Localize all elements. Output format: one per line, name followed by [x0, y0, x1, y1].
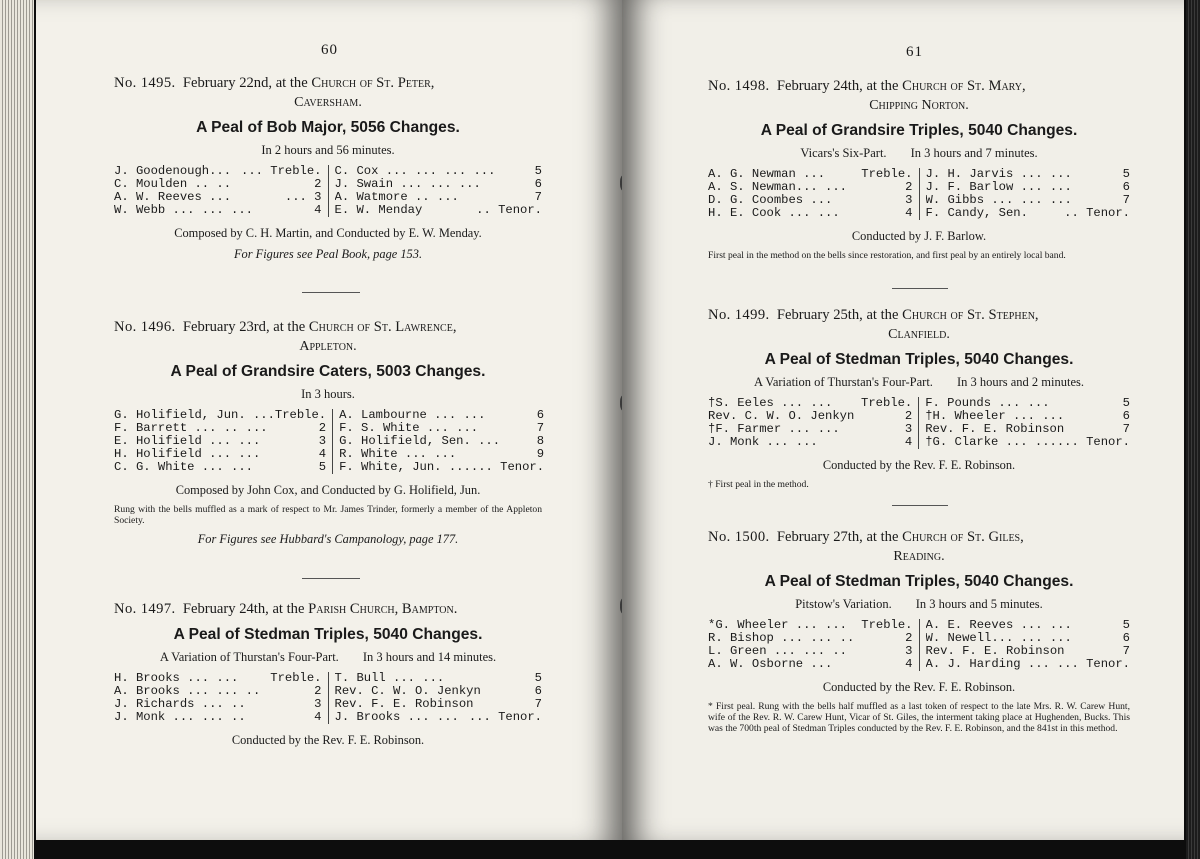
ringer-name: Rev. C. W. O. Jenkyn [334, 685, 481, 698]
ringers-column-left [708, 168, 920, 220]
ringer-bell: .. Tenor. [476, 203, 542, 217]
peal-method-note: A Variation of Thurstan's Four-Part. [753, 375, 933, 389]
peal-church: Church of St. Peter, [311, 75, 435, 91]
peal-heading [114, 318, 542, 337]
ringer-row [708, 423, 912, 436]
peal-place: Appleton. [299, 339, 357, 354]
ringer-bell: Treble. [861, 618, 913, 632]
peal-composed-conducted: Composed by John Cox, and Conducted by G. Holifield, Jun. [175, 483, 481, 497]
peal-composed-conducted: Composed by C. H. Martin, and Conducted by E. W. Menday. [174, 226, 482, 240]
ringer-bell: Treble. [861, 396, 913, 410]
ringer-bell: Treble. [274, 408, 327, 422]
ringers-list [708, 397, 1130, 449]
peal-footnote: † First peal in the method. [708, 479, 809, 490]
ringer-row [114, 698, 322, 711]
peal-entry-1496 [114, 318, 545, 547]
ringer-name: G. Holifield, Sen. ... [339, 435, 501, 448]
peal-duration: In 3 hours and 2 minutes. [956, 375, 1085, 389]
peal-place: Caversham. [294, 95, 362, 110]
ringer-name: J. Richards ... .. [114, 698, 246, 711]
ringer-row [114, 711, 322, 724]
ringer-name: J. Brooks ... ... [334, 711, 459, 724]
peal-church: Parish Church, Bampton. [308, 601, 458, 617]
ringers-list [708, 168, 1130, 220]
peal-date: February 23rd, at the [182, 319, 306, 335]
ringer-bell: 5 [534, 671, 542, 685]
ringer-bell: 3 [904, 422, 913, 436]
section-divider [892, 505, 948, 506]
ringer-name: J. Monk ... ... [708, 436, 818, 449]
ringer-bell: 7 [534, 697, 542, 711]
peal-number: No. 1498. [708, 78, 770, 94]
peal-title: A Peal of Grandsire Caters, 5003 Changes. [170, 363, 486, 380]
ringer-bell: 3 [905, 193, 913, 207]
ringer-row [708, 397, 912, 410]
peal-heading [708, 306, 1130, 325]
ringer-bell: ... Tenor. [468, 710, 542, 724]
ringer-name: †S. Eeles ... ... [708, 397, 833, 410]
peal-date: February 25th, at the [776, 307, 899, 323]
peal-duration: In 3 hours and 14 minutes. [362, 650, 497, 664]
peal-church: Church of St. Lawrence, [308, 319, 457, 335]
ringer-name: W. Gibbs ... ... ... [925, 194, 1072, 207]
ringer-bell: 4 [904, 435, 913, 449]
ringer-bell: Treble. [861, 167, 913, 181]
peal-place: Clanfield. [888, 327, 950, 342]
ringer-bell: 6 [534, 177, 542, 191]
ringer-name: E. Holifield ... ... [114, 435, 261, 448]
peal-duration: In 3 hours and 7 minutes. [910, 146, 1038, 160]
right-page [622, 0, 1184, 840]
ringer-row [335, 672, 543, 685]
peal-method-note: Pitstow's Variation. [795, 597, 892, 611]
peal-number: No. 1496. [114, 319, 176, 335]
ringer-bell: 2 [314, 177, 322, 191]
peal-duration: In 2 hours and 56 minutes. [261, 143, 395, 157]
ringer-name: R. White ... ... [339, 448, 457, 461]
ringer-row [708, 410, 912, 423]
peal-method-duration [708, 374, 1130, 390]
ringer-name: F. Candy, Sen. [925, 207, 1028, 220]
ringer-row [114, 448, 326, 461]
ringers-column-right [920, 619, 1131, 671]
peal-footnote: First peal in the method on the bells since restoration, and first peal by an entirely local band. [708, 250, 1066, 261]
ringer-row [708, 207, 913, 220]
ringers-list [708, 619, 1130, 671]
ringer-name: A. Watmore .. ... [334, 191, 459, 204]
peal-composed-conducted: Conducted by the Rev. F. E. Robinson. [231, 733, 425, 747]
ringer-bell: 4 [318, 447, 327, 461]
page-number: 61 [906, 44, 923, 60]
ringer-name: J. Swain ... ... ... [334, 178, 481, 191]
ringer-row [114, 672, 322, 685]
peal-church: Church of St. Stephen, [902, 307, 1039, 323]
ringer-name: H. E. Cook ... ... [708, 207, 840, 220]
ringer-bell: 6 [1122, 631, 1130, 645]
right-page-edges [1186, 0, 1200, 859]
ringers-column-left [708, 619, 920, 671]
peal-figures-reference: For Figures see Peal Book, page 153. [233, 247, 423, 261]
ringer-row [335, 165, 543, 178]
peal-date: February 22nd, at the [182, 75, 308, 91]
section-divider [302, 578, 360, 579]
ringer-bell: ... Tenor. [1056, 435, 1130, 449]
ringer-row [335, 711, 543, 724]
ringer-row [708, 168, 913, 181]
ringer-bell: ... Tenor. [1056, 657, 1130, 671]
peal-title: A Peal of Stedman Triples, 5040 Changes. [173, 626, 483, 643]
ringer-name: †G. Clarke ... ... [925, 436, 1057, 449]
peal-method-duration [708, 145, 1130, 161]
ringer-row [708, 194, 913, 207]
ringer-name: T. Bull ... ... [334, 672, 445, 685]
ringer-name: J. F. Barlow ... ... [925, 181, 1072, 194]
ringer-name: A. J. Harding ... [925, 658, 1050, 671]
ringer-name: F. Barrett ... .. ... [114, 422, 268, 435]
ringer-row [114, 191, 322, 204]
ringer-bell: 4 [314, 710, 322, 724]
peal-composed-conducted: Conducted by the Rev. F. E. Robinson. [822, 458, 1016, 472]
ringers-list [114, 165, 542, 217]
ringer-name: D. G. Coombes ... [708, 194, 833, 207]
peal-date: February 24th, at the [776, 78, 899, 94]
section-divider [302, 292, 360, 293]
ringers-column-right [920, 168, 1131, 220]
ringers-list [114, 672, 542, 724]
peal-heading [708, 77, 1130, 96]
ringer-row [114, 409, 326, 422]
page-number: 60 [321, 42, 338, 58]
peal-heading [708, 528, 1130, 547]
ringer-name: C. Moulden .. .. [114, 178, 232, 191]
ringer-bell: 7 [1122, 422, 1130, 436]
ringer-name: G. Holifield, Jun. ... [114, 409, 275, 422]
ringer-name: A. W. Osborne ... [708, 658, 833, 671]
ringer-row [926, 658, 1131, 671]
ringer-name: W. Webb ... ... ... [114, 204, 253, 217]
ringer-bell: 9 [536, 447, 545, 461]
ringer-name: †H. Wheeler ... ... [925, 410, 1065, 423]
peal-heading [114, 600, 542, 619]
peal-method-note: A Variation of Thurstan's Four-Part. [159, 650, 339, 664]
ringer-name: F. S. White ... ... [339, 422, 479, 435]
ringer-row [926, 619, 1131, 632]
ringer-bell: 2 [314, 684, 322, 698]
ringer-name: A. W. Reeves ... [114, 191, 232, 204]
peal-entry-1500 [708, 528, 1130, 734]
left-page [36, 0, 622, 840]
ringer-bell: 3 [905, 644, 913, 658]
ringer-name: L. Green ... ... .. [708, 645, 847, 658]
ringer-name: J. Monk ... ... .. [114, 711, 246, 724]
ringers-column-right [329, 672, 543, 724]
ringers-list [114, 408, 545, 474]
peal-church: Church of St. Mary, [902, 78, 1026, 94]
peal-place: Chipping Norton. [869, 98, 969, 113]
peal-entry-1498 [708, 77, 1130, 261]
peal-duration: In 3 hours and 5 minutes. [915, 597, 1043, 611]
ringer-row [335, 685, 543, 698]
ringer-name: J. H. Jarvis ... ... [925, 168, 1072, 181]
peal-footnote: * First peal. Rung with the bells half muffled as a last token of respect to the late Mrs. R. W. Carew Hunt, wife of the Rev. R. W. Carew Hunt, Vicar of St. Giles, the interment taking place at Hughenden, Bucks. This was the 700th peal of Stedman Triples conducted by the Rev. F. E. Robinson, and the 841st in this method. [708, 701, 1130, 734]
ringer-row [335, 178, 543, 191]
ringers-column-left [114, 409, 333, 474]
ringer-bell: 3 [314, 697, 322, 711]
ringer-bell: 5 [1122, 396, 1130, 410]
ringer-name: C. Cox ... ... ... ... [334, 165, 496, 178]
peal-footnote: Rung with the bells muffled as a mark of respect to Mr. James Trinder, formerly a member of the Appleton Society. [114, 504, 542, 526]
ringers-column-right [919, 397, 1130, 449]
left-page-edges [0, 0, 34, 859]
ringer-name: A. Brooks ... ... .. [114, 685, 261, 698]
ringer-name: F. Pounds ... ... [925, 397, 1050, 410]
ringer-bell: .. Tenor. [1064, 206, 1130, 220]
ringer-row [708, 658, 913, 671]
ringer-name: *G. Wheeler ... ... [708, 619, 847, 632]
ringer-bell: 2 [318, 421, 327, 435]
ringer-bell: 2 [904, 409, 913, 423]
ringer-row [926, 168, 1131, 181]
ringers-column-left [708, 397, 919, 449]
peal-heading [114, 74, 542, 93]
ringer-row [925, 397, 1130, 410]
peal-date: February 24th, at the [182, 601, 305, 617]
ringer-bell: 8 [536, 434, 545, 448]
ringer-row [926, 207, 1131, 220]
peal-title: A Peal of Grandsire Triples, 5040 Changes. [760, 122, 1078, 139]
peal-duration: In 3 hours. [301, 387, 355, 401]
peal-method-duration [708, 596, 1130, 612]
ringer-name: H. Brooks ... ... [114, 672, 239, 685]
ringer-name: A. S. Newman... ... [708, 181, 847, 194]
ringer-name: Rev. F. E. Robinson [925, 645, 1065, 658]
ringer-bell: ... Treble. [241, 164, 322, 178]
peal-place: Reading. [893, 549, 945, 564]
peal-number: No. 1500. [708, 529, 770, 545]
ringer-row [114, 435, 326, 448]
ringer-name: Rev. F. E. Robinson [925, 423, 1065, 436]
ringer-bell: 5 [1122, 618, 1130, 632]
ringer-name: Rev. C. W. O. Jenkyn [708, 410, 855, 423]
ringer-bell: 4 [314, 203, 322, 217]
peal-date: February 27th, at the [776, 529, 899, 545]
peal-number: No. 1499. [708, 307, 770, 323]
ringer-row [114, 204, 322, 217]
ringer-bell: 6 [534, 684, 542, 698]
peal-number: No. 1497. [114, 601, 176, 617]
ringer-name: J. Goodenough... [114, 165, 232, 178]
ringer-row [708, 645, 913, 658]
ringer-row [114, 165, 322, 178]
ringer-row [925, 436, 1130, 449]
ringers-column-right [329, 165, 543, 217]
ringer-bell: 5 [534, 164, 542, 178]
ringer-name: R. Bishop ... ... .. [708, 632, 855, 645]
peal-figures-reference: For Figures see Hubbard's Campanology, page 177. [197, 532, 459, 546]
ringer-row [926, 632, 1131, 645]
peal-number: No. 1495. [114, 75, 176, 91]
ringer-row [114, 685, 322, 698]
section-divider [892, 288, 948, 289]
ringer-bell: 4 [905, 657, 913, 671]
ringer-bell: 5 [1122, 167, 1130, 181]
ringer-row [708, 619, 913, 632]
ringer-bell: 5 [318, 460, 327, 474]
peal-entry-1497 [114, 600, 542, 748]
ringer-name: F. White, Jun. ... [339, 461, 471, 474]
ringer-row [335, 204, 543, 217]
peal-method-duration [114, 649, 542, 665]
ringer-name: †F. Farmer ... ... [708, 423, 840, 436]
ringer-bell: 7 [534, 190, 542, 204]
ringer-bell: 6 [1122, 180, 1130, 194]
ringer-name: H. Holifield ... ... [114, 448, 261, 461]
ringer-bell: 6 [536, 408, 545, 422]
ringer-row [925, 410, 1130, 423]
peal-entry-1495 [114, 74, 542, 262]
ringer-row [339, 435, 544, 448]
ringer-row [708, 436, 912, 449]
peal-title: A Peal of Bob Major, 5056 Changes. [196, 119, 460, 136]
ringer-row [114, 461, 326, 474]
ringer-name: W. Newell... ... ... [925, 632, 1072, 645]
ringer-row [339, 409, 544, 422]
ringer-bell: Treble. [270, 671, 322, 685]
peal-title: A Peal of Stedman Triples, 5040 Changes. [764, 573, 1074, 590]
peal-method-note: Vicars's Six-Part. [800, 146, 887, 160]
ringer-name: A. G. Newman ... [708, 168, 826, 181]
ringer-row [926, 181, 1131, 194]
ringer-row [339, 461, 544, 474]
ringer-name: E. W. Menday [334, 204, 423, 217]
ringer-bell: 7 [536, 421, 545, 435]
ringer-name: A. E. Reeves ... ... [925, 619, 1072, 632]
ringer-bell: 3 [318, 434, 327, 448]
ringer-name: Rev. F. E. Robinson [334, 698, 474, 711]
peal-title: A Peal of Stedman Triples, 5040 Changes. [764, 351, 1074, 368]
peal-composed-conducted: Conducted by the Rev. F. E. Robinson. [822, 680, 1016, 694]
ringer-bell: 4 [905, 206, 913, 220]
ringer-row [708, 181, 913, 194]
peal-church: Church of St. Giles, [902, 529, 1024, 545]
ringer-row [339, 422, 544, 435]
ringer-row [708, 632, 913, 645]
ringer-name: C. G. White ... ... [114, 461, 253, 474]
ringer-bell: 7 [1122, 193, 1130, 207]
ringers-column-left [114, 165, 329, 217]
ringer-name: A. Lambourne ... ... [339, 409, 486, 422]
peal-entry-1499 [708, 306, 1130, 490]
ringer-bell: ... 3 [284, 190, 322, 204]
ringers-column-right [333, 409, 544, 474]
ringer-bell: 2 [905, 180, 913, 194]
ringer-bell: 6 [1122, 409, 1130, 423]
ringer-bell: ... Tenor. [470, 460, 545, 474]
ringer-bell: 2 [905, 631, 913, 645]
ringer-bell: 7 [1122, 644, 1130, 658]
ringers-column-left [114, 672, 329, 724]
ringer-row [114, 422, 326, 435]
peal-composed-conducted: Conducted by J. F. Barlow. [851, 229, 987, 243]
